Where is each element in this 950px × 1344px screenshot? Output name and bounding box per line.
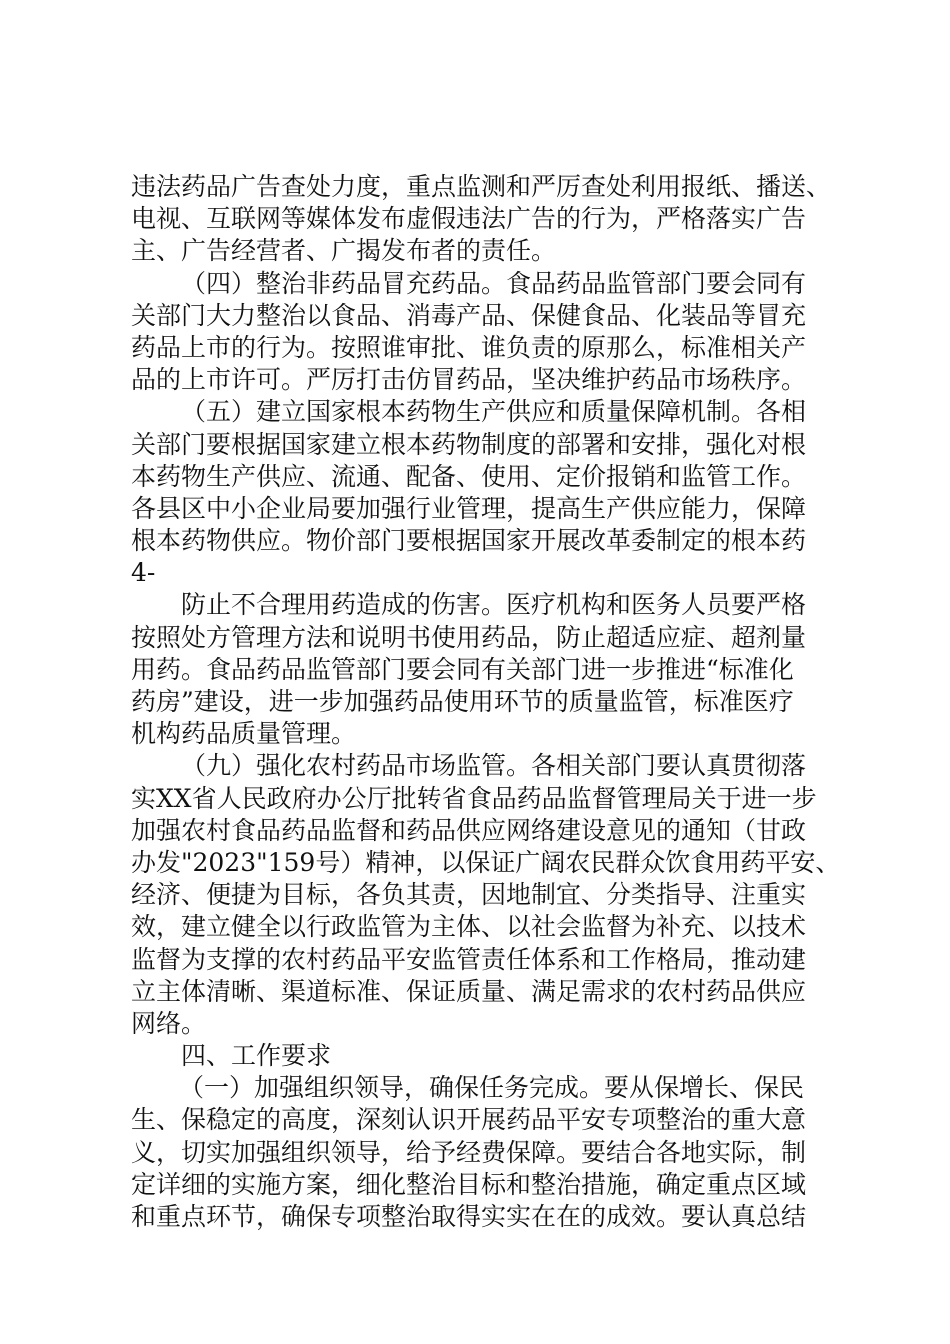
text-line: 品的上市许可。严厉打击仿冒药品，坚决维护药品市场秩序。: [131, 365, 807, 395]
text-line: 经济、便捷为目标，各负其责，因地制宜、分类指导、注重实: [131, 880, 807, 910]
text-line: 药房”建设，进一步加强药品使用环节的质量监管，标准医疗: [131, 687, 794, 716]
text-line: 监督为支撑的农村药品平安监管责任体系和工作格局，推动建: [131, 944, 807, 974]
page-number-marker: 4-: [131, 558, 156, 588]
text-line: 加强农村食品药品监督和药品供应网络建设意见的通知（甘政: [131, 815, 807, 845]
text-line: 立主体清晰、渠道标准、保证质量、满足需求的农村药品供应: [131, 976, 807, 1006]
text-line: 药品上市的行为。按照谁审批、谁负责的原那么，标准相关产: [131, 332, 807, 362]
text-line: 用药。食品药品监管部门要会同有关部门进一步推进“标准化: [131, 654, 794, 684]
text-line: 生、保稳定的高度，深刻认识开展药品平安专项整治的重大意: [131, 1105, 807, 1135]
text-line: 和重点环节，确保专项整治取得实实在在的成效。要认真总结: [131, 1202, 807, 1231]
text-line: 定详细的实施方案，细化整治目标和整治措施，确定重点区域: [131, 1169, 807, 1199]
text-line: 关部门大力整治以食品、消毒产品、保健食品、化装品等冒充: [131, 300, 807, 330]
paragraph-start-line: 防止不合理用药造成的伤害。医疗机构和医务人员要严格: [181, 590, 807, 620]
paragraph-start-line: （五）建立国家根本药物生产供应和质量保障机制。各相: [181, 397, 807, 427]
text-line: 义，切实加强组织领导，给予经费保障。要结合各地实际，制: [131, 1137, 807, 1167]
text-line: 按照处方管理方法和说明书使用药品，防止超适应症、超剂量: [131, 622, 807, 652]
text-line: 违法药品广告查处力度，重点监测和严厉查处利用报纸、播送、: [131, 172, 832, 201]
text-line: 各县区中小企业局要加强行业管理，提高生产供应能力，保障: [131, 493, 807, 523]
text-line: 机构药品质量管理。: [131, 719, 357, 749]
paragraph-start-line: （九）强化农村药品市场监管。各相关部门要认真贯彻落: [181, 751, 807, 781]
text-line: 网络。: [131, 1008, 207, 1038]
text-line: 效，建立健全以行政监管为主体、以社会监督为补充、以技术: [131, 912, 807, 942]
text-line: 关部门要根据国家建立根本药物制度的部署和安排，强化对根: [131, 429, 807, 459]
paragraph-start-line: （一）加强组织领导，确保任务完成。要从保增长、保民: [179, 1073, 805, 1103]
paragraph-start-line: （四）整治非药品冒充药品。食品药品监管部门要会同有: [181, 268, 807, 298]
text-line: 本药物生产供应、流通、配备、使用、定价报销和监管工作。: [131, 461, 807, 491]
section-heading: 四、工作要求: [181, 1041, 332, 1071]
text-line: 根本药物供应。物价部门要根据国家开展改革委制定的根本药: [131, 526, 807, 556]
text-line: 实XX省人民政府办公厅批转省食品药品监督管理局关于进一步: [131, 783, 817, 813]
text-line: 主、广告经营者、广揭发布者的责任。: [131, 236, 557, 266]
document-body: [131, 171, 841, 1233]
text-line: 办发"2023"159号）精神，以保证广阔农民群众饮食用药平安、: [131, 847, 841, 877]
text-line: 电视、互联网等媒体发布虚假违法广告的行为，严格落实广告: [131, 204, 807, 234]
